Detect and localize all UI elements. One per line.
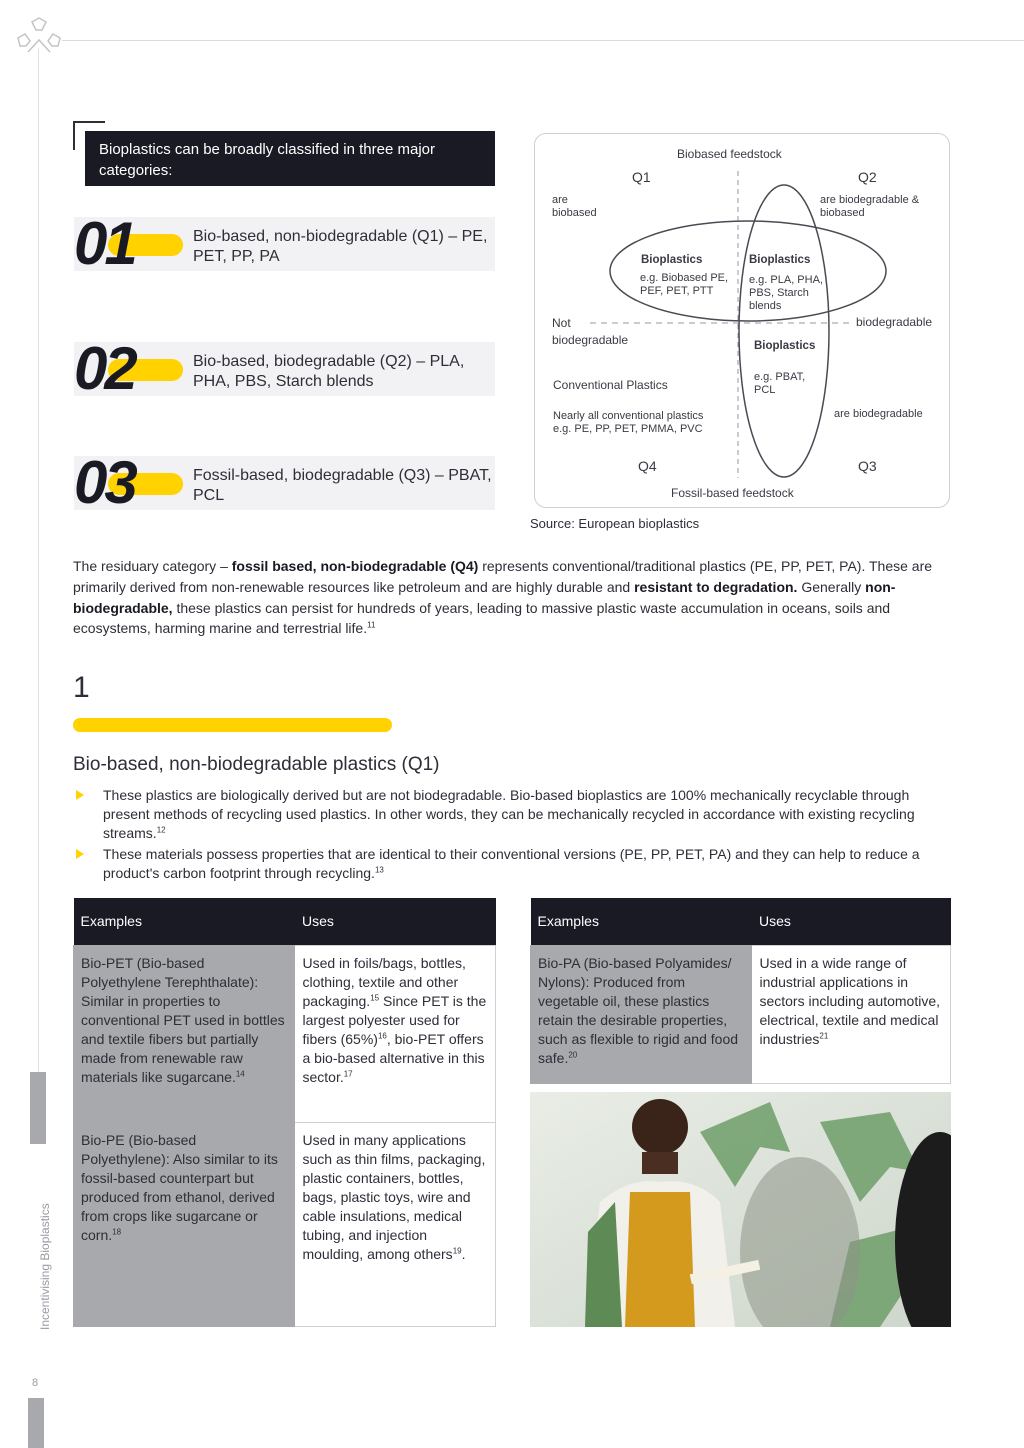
uses-cell: Used in many applications such as thin films, packaging, plastic containers, bottles, bags, plastic toys, wire and cable insulations, medical tubing, and injection moulding, among others$^{19}$. — [295, 1123, 496, 1327]
header-uses: Uses — [752, 898, 951, 946]
example-cell: Bio-PE (Bio-based Polyethylene): Also similar to its fossil-based counterpart but produced from ethanol, derived from crops like sugarcane or corn.$^{18}$ — [74, 1123, 295, 1327]
category-number-1: 01 — [74, 210, 135, 277]
bioplastics-q3-examples: e.g. PBAT, PCL — [754, 371, 806, 396]
top-axis-label: Biobased feedstock — [677, 147, 782, 161]
category-text-2: Bio-based, biodegradable (Q2) – PLA, PHA, PBS, Starch blends — [193, 353, 465, 390]
are-biodegradable-biobased-label: are biodegradable & biobased — [820, 194, 920, 219]
section-title: Bio-based, non-biodegradable plastics (Q1) — [73, 754, 440, 775]
page-marker — [28, 1398, 44, 1448]
bullet-item: These materials possess properties that are identical to their conventional versions (PE, PP, PET, PA) and they can help to reduce a product's carbon footprint through recycling.$^{13}$ — [76, 845, 936, 885]
conventional-plastics-label: Conventional Plastics — [553, 378, 668, 392]
bullet-arrow-icon — [76, 849, 84, 859]
q4-label: Q4 — [638, 458, 657, 474]
bioplastics-q3-title: Bioplastics — [754, 340, 816, 352]
biodegradable-ellipse — [739, 185, 829, 477]
q2-label: Q2 — [858, 169, 877, 185]
bullet-item: These plastics are biologically derived but are not biodegradable. Bio-based bioplastics are 100% mechanically recyclable through present methods of recycling used plastics. In other words, they can be mechanically recycled in accordance with existing recycling streams.$^{12}$ — [76, 786, 936, 843]
header-examples: Examples — [531, 898, 752, 946]
are-biobased-label: are biobased — [552, 194, 597, 219]
q3-label: Q3 — [858, 458, 877, 474]
examples-table-right — [530, 898, 951, 1084]
biodegradable-axis-label: biodegradable — [856, 315, 933, 329]
conventional-plastics-note: Nearly all conventional plastics e.g. PE, PP, PET, PMMA, PVC — [553, 410, 704, 435]
sidebar-marker — [30, 1072, 46, 1144]
page-number: 8 — [32, 1377, 39, 1389]
header-examples: Examples — [74, 898, 295, 946]
example-cell: Bio-PA (Bio-based Polyamides/ Nylons): Produced from vegetable oil, these plastics retain the desirable properties, such as flexible to rigid and food safe.$^{20}$ — [531, 946, 752, 1084]
example-cell: Bio-PET (Bio-based Polyethylene Terephthalate): Similar in properties to conventional PET used in bottles and textile fibers but partially made from renewable raw materials like sugarcane.$^{14}$ — [74, 946, 295, 1123]
bottom-axis-label: Fossil-based feedstock — [671, 486, 794, 500]
bioplastics-q2-examples: e.g. PLA, PHA, PBS, Starch blends — [749, 274, 823, 312]
category-text-1: Bio-based, non-biodegradable (Q1) – PE, PET, PP, PA — [193, 228, 488, 265]
uses-cell: Used in foils/bags, bottles, clothing, textile and other packaging.$^{15}$ Since PET is the largest polyester used for fibers $(65\%)^{16}$, bio-PET offers a bio-based alternative in this sector.$^{17}$ — [295, 946, 496, 1123]
category-text-3: Fossil-based, biodegradable (Q3) – PBAT, PCL — [193, 467, 492, 504]
table-row — [74, 1123, 496, 1327]
recycle-logo-icon — [14, 16, 64, 58]
bioplastics-q1-title: Bioplastics — [641, 254, 703, 266]
section-number: 1 — [73, 671, 90, 704]
biobased-ellipse — [610, 221, 886, 321]
not-biodegradable-label: Not biodegradable — [552, 316, 629, 347]
are-biodegradable-label: are biodegradable — [834, 408, 923, 420]
table-header-row — [74, 898, 496, 946]
presenter-photo — [530, 1092, 951, 1327]
header-rule — [62, 40, 1024, 41]
category-number-2: 02 — [74, 335, 135, 402]
table-row — [531, 946, 951, 1084]
examples-table-left — [73, 898, 496, 1327]
bioplastics-q2-title: Bioplastics — [749, 254, 811, 266]
section-bar — [73, 718, 392, 732]
side-label: Incentivising Bioplastics — [38, 1203, 52, 1330]
category-number-3: 03 — [74, 449, 135, 516]
table-header-row — [531, 898, 951, 946]
uses-cell: Used in a wide range of industrial applications in sectors including automotive, electrical, textile and medical industries$^{21}$ — [752, 946, 951, 1084]
header-uses: Uses — [295, 898, 496, 946]
q1-label: Q1 — [632, 169, 651, 185]
table-row — [74, 946, 496, 1123]
callout-box: Bioplastics can be broadly classified in three major categories: — [85, 131, 495, 186]
q4-paragraph: The residuary category – fossil based, non-biodegradable (Q4) represents conventional/traditional plastics (PE, PP, PET, PA). These are primarily derived from non-renewable resources like petroleum and are highly durable and resistant to degradation. Generally non-biodegradable, these plastics can persist for hundreds of years, leading to massive plastic waste accumulation in oceans, soils and ecosystems, harming marine and terrestrial life.$^{11}$ — [73, 558, 933, 637]
bioplastics-q1-examples: e.g. Biobased PE, PEF, PET, PTT — [640, 272, 729, 297]
bullet-arrow-icon — [76, 790, 84, 800]
diagram-source: Source: European bioplastics — [530, 516, 700, 531]
side-rule — [38, 48, 39, 1078]
